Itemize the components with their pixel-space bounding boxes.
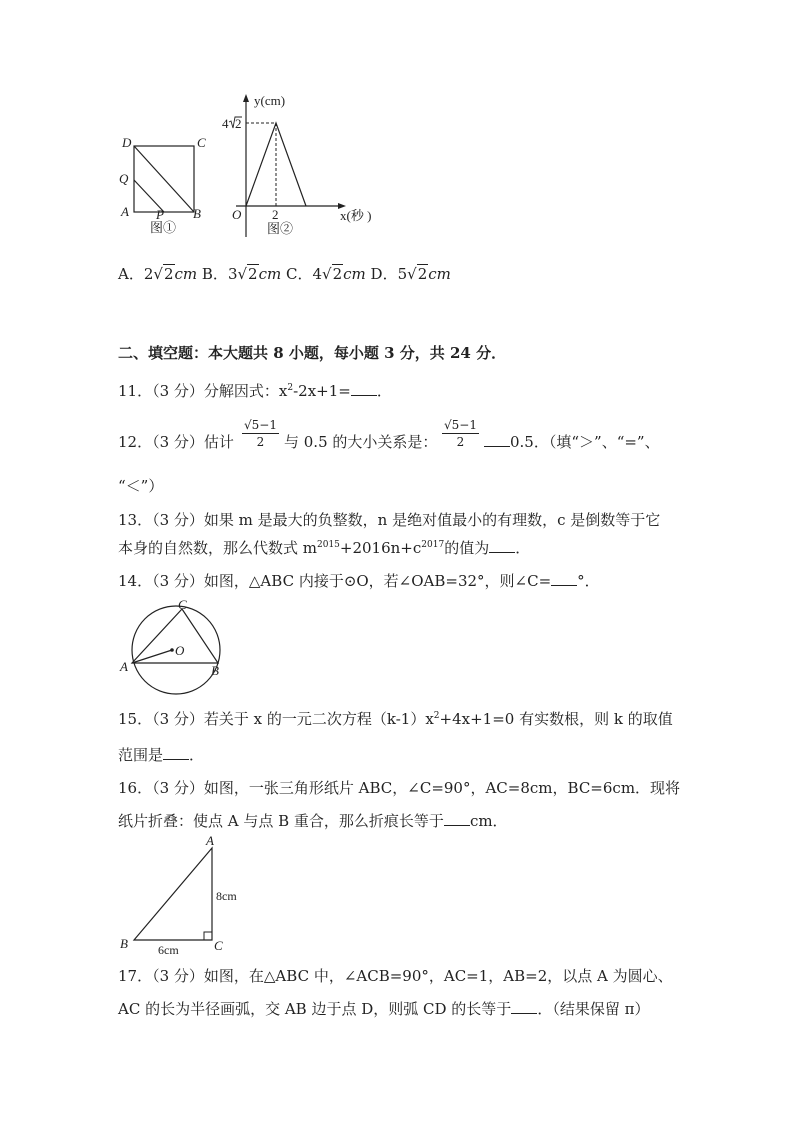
fig2-origin: O (232, 207, 242, 222)
fig2-x-axis-label: x(秒 ) (340, 208, 372, 223)
fig4-label-a: A (206, 833, 214, 848)
fig2-x-tick: 2 (272, 207, 279, 222)
q12-middle: 与 0.5 的大小关系是： (284, 433, 438, 451)
answer-blank (489, 538, 515, 553)
question-12-line2: “＜”） (118, 477, 164, 495)
fig2-y-tick-rad: 2 (235, 116, 242, 131)
question-15-line2: 范围是 ． (118, 746, 205, 764)
fig1-caption: 图① (150, 220, 177, 235)
q12-fraction-1: √5−1 2 (244, 418, 277, 449)
fig4-label-b: B (120, 936, 128, 951)
figure-2-graph (222, 92, 382, 242)
fig1-label-p: P (156, 207, 164, 222)
fig2-y-axis-label: y(cm) (254, 93, 286, 108)
question-13-line1: 13．（3 分）如果 m 是最大的负整数，n 是绝对值最小的有理数，c 是倒数等于它 (118, 511, 661, 529)
figure-1-square (112, 130, 222, 240)
answer-blank (351, 381, 377, 396)
fig3-label-o: O (175, 643, 185, 658)
fig1-label-a: A (121, 204, 129, 219)
fig2-caption: 图② (267, 221, 294, 236)
figure-4-right-triangle (112, 830, 252, 960)
fig1-label-q: Q (119, 171, 129, 186)
answer-blank (444, 811, 470, 826)
answer-blank (511, 999, 537, 1014)
fig3-label-a: A (120, 659, 128, 674)
fig4-label-c: C (214, 938, 223, 953)
fig4-side-ac: 8cm (216, 889, 237, 903)
answer-blank (163, 745, 189, 760)
q10-options (118, 264, 451, 284)
question-17-line2: AC 的长为半径画弧，交 AB 边于点 D，则弧 CD 的长等于 ．（结果保留 π） (118, 1000, 650, 1018)
question-15-line1: 15．（3 分）若关于 x 的一元二次方程$(k-1)x^2+4x+1=0$ 有实数根，则 k 的取值 (118, 710, 673, 728)
question-13-line2: 本身的自然数，那么代数式 $m^{2015}+2016n+c^{2017}$的值为 ． (118, 539, 531, 557)
question-16-line2: 纸片折叠：使点 A 与点 B 重合，那么折痕长等于 cm． (118, 812, 508, 830)
option-a: A．2√2cm (118, 265, 198, 283)
answer-blank (551, 571, 577, 586)
q12-fraction-2: √5−1 2 (444, 418, 477, 449)
fig3-label-b: B (211, 663, 219, 678)
fig1-label-c: C (197, 135, 206, 150)
option-c: C．4√2cm (286, 265, 366, 283)
question-12-line1: 12．（3 分）估计 (118, 433, 234, 451)
option-d: D．5√2cm (370, 265, 451, 283)
fig2-y-tick-coef: 4 (222, 116, 229, 131)
question-11: 11．（3 分）分解因式：$x^2-2x+1=$ ． (118, 382, 392, 400)
fig1-label-b: B (193, 206, 201, 221)
fig4-side-bc: 6cm (158, 943, 179, 957)
question-14: 14．（3 分）如图，△ABC 内接于⊙O，若∠OAB=32°，则∠C= °． (118, 572, 600, 590)
fig1-label-d: D (122, 135, 132, 150)
answer-blank (484, 432, 510, 447)
question-16-line1: 16．（3 分）如图，一张三角形纸片 ABC，∠C=90°，AC=8cm，BC=6cm．现将 (118, 779, 681, 797)
question-17-line1: 17．（3 分）如图，在△ABC 中，∠ACB=90°，AC=1，AB=2，以点 A 为圆心、 (118, 967, 673, 985)
figure-3-circle (116, 594, 232, 702)
fig3-label-c: C (178, 597, 187, 612)
q12-after: 0.5．（填“＞”、“=”、 (484, 432, 660, 452)
section-2-heading: 二、填空题：本大题共 8 小题，每小题 3 分，共 24 分． (118, 344, 507, 362)
option-b: B．3√2cm (201, 265, 282, 283)
